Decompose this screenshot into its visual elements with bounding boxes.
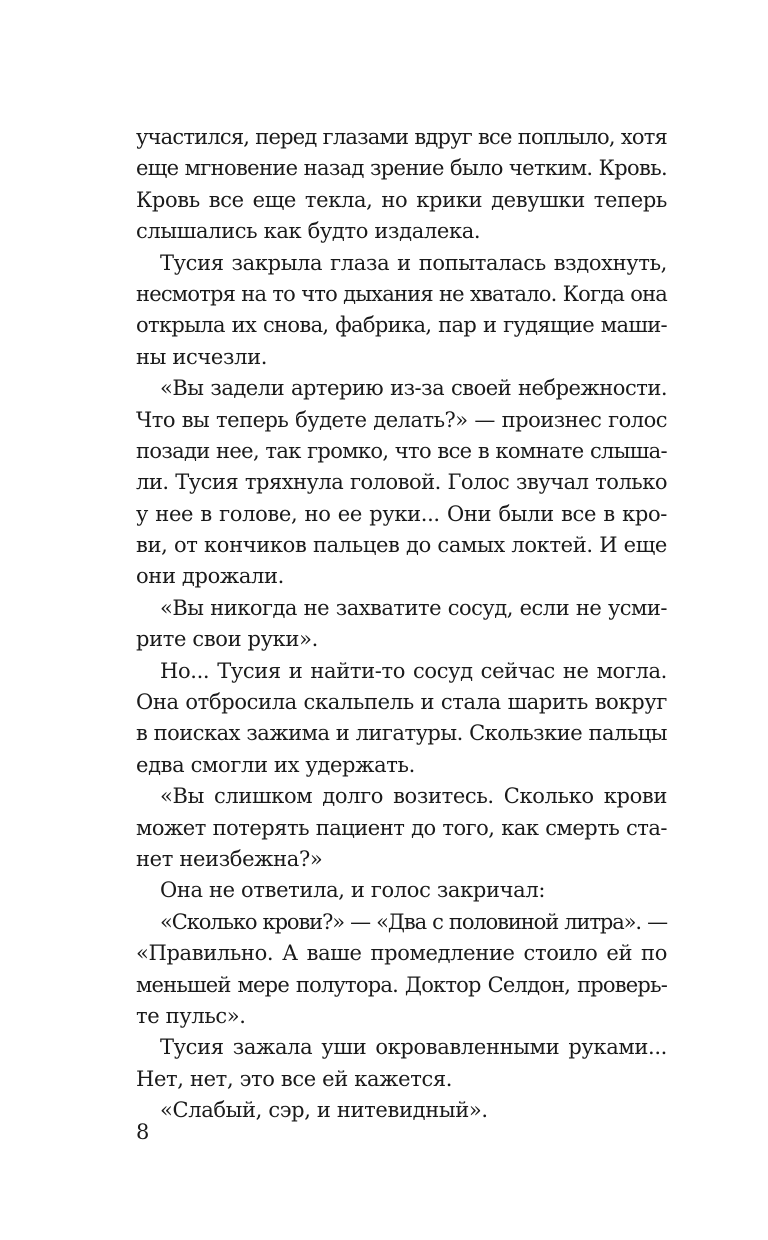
- text-line: Тусия закрыла глаза и попыталась вздохнуть,: [160, 250, 667, 275]
- text-line: Что вы теперь будете делать?» — произнес голос: [136, 407, 667, 432]
- text-line: ли. Тусия тряхнула головой. Голос звучал только: [136, 470, 667, 495]
- text-line: они дрожали.: [136, 564, 284, 589]
- text-line: ны исчезли.: [136, 344, 268, 369]
- page-body-text: [136, 122, 667, 1127]
- text-line: в поисках зажима и лигатуры. Скользкие пальцы: [136, 721, 667, 746]
- text-line: «Вы никогда не захватите сосуд, если не усми-: [160, 595, 667, 620]
- text-line: позади нее, так громко, что все в комнате слыша-: [136, 438, 667, 463]
- text-line: рите свои руки».: [136, 627, 318, 652]
- text-line: Кровь все еще текла, но крики девушки теперь: [136, 187, 667, 212]
- page-number: 8: [136, 1120, 150, 1144]
- text-line: слышались как будто издалека.: [136, 219, 481, 244]
- text-line: может потерять пациент до того, как смерть ста-: [136, 815, 667, 840]
- text-line: участился, перед глазами вдруг все поплыло, хотя: [136, 125, 667, 149]
- text-line: Нет, нет, это все ей кажется.: [136, 1066, 453, 1091]
- text-line: едва смогли их удержать.: [136, 752, 415, 777]
- text-line: Она не ответила, и голос закричал:: [160, 878, 546, 903]
- text-line: открыла их снова, фабрика, пар и гудящие маши-: [136, 313, 667, 338]
- text-line: Тусия зажала уши окровавленными руками...: [160, 1035, 667, 1060]
- text-line: те пульс».: [136, 1003, 246, 1028]
- text-line: ви, от кончиков пальцев до самых локтей. И еще: [136, 533, 667, 558]
- text-line: «Вы задели артерию из-за своей небрежности.: [160, 376, 667, 401]
- text-line: «Сколько крови?» — «Два с половиной литра». —: [160, 909, 667, 934]
- text-line: Но... Тусия и найти-то сосуд сейчас не могла.: [160, 658, 667, 683]
- text-line: Она отбросила скальпель и стала шарить вокруг: [136, 690, 667, 715]
- text-line: несмотря на то что дыхания не хватало. Когда она: [136, 281, 667, 306]
- text-line: «Правильно. А ваше промедление стоило ей по: [136, 941, 667, 966]
- text-line: еще мгновение назад зрение было четким. Кровь.: [136, 156, 667, 181]
- text-line: «Слабый, сэр, и нитевидный».: [160, 1098, 488, 1123]
- text-line: у нее в голове, но ее руки... Они были все в кро-: [136, 501, 667, 526]
- text-line: меньшей мере полутора. Доктор Селдон, проверь-: [136, 972, 667, 997]
- text-line: нет неизбежна?»: [136, 846, 323, 871]
- text-line: «Вы слишком долго возитесь. Сколько крови: [160, 784, 667, 809]
